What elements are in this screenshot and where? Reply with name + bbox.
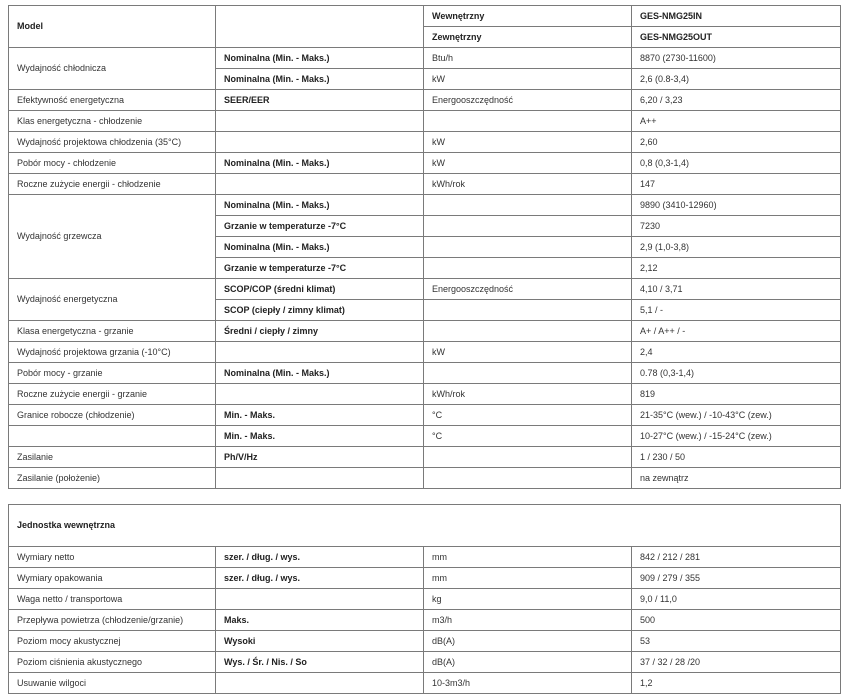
parameter-unit: Btu/h [424,48,632,69]
parameter-unit: kW [424,342,632,363]
parameter-condition: SEER/EER [216,90,424,111]
parameter-condition: Nominalna (Min. - Maks.) [216,237,424,258]
parameter-condition: Min. - Maks. [216,405,424,426]
parameter-condition [216,132,424,153]
parameter-value: 37 / 32 / 28 /20 [632,652,841,673]
parameter-name: Pobór mocy - chłodzenie [9,153,216,174]
parameter-unit: kW [424,153,632,174]
parameter-name: Pobór mocy - grzanie [9,363,216,384]
table-row [9,384,841,405]
parameter-condition: Nominalna (Min. - Maks.) [216,69,424,90]
parameter-value: 9,0 / 11,0 [632,589,841,610]
parameter-unit: °C [424,426,632,447]
parameter-unit: kWh/rok [424,384,632,405]
parameter-value: 2,4 [632,342,841,363]
table-row [9,342,841,363]
parameter-value: 1,2 [632,673,841,694]
parameter-value: A+ / A++ / - [632,321,841,342]
parameter-name: Wydajność grzewcza [9,195,216,279]
parameter-value: 2,6 (0.8-3,4) [632,69,841,90]
parameter-value: 819 [632,384,841,405]
parameter-condition: SCOP/COP (średni klimat) [216,279,424,300]
parameter-condition: Grzanie w temperaturze -7°C [216,216,424,237]
parameter-name: Klasa energetyczna - grzanie [9,321,216,342]
table-row [9,321,841,342]
parameter-unit: kg [424,589,632,610]
parameter-value: 53 [632,631,841,652]
table-row [9,132,841,153]
parameter-name: Roczne zużycie energii - chłodzenie [9,174,216,195]
parameter-name: Wydajność projektowa grzania (-10°C) [9,342,216,363]
parameter-name: Wydajność chłodnicza [9,48,216,90]
parameter-value: 0.78 (0,3-1,4) [632,363,841,384]
parameter-condition: Wys. / Śr. / Nis. / So [216,652,424,673]
parameter-unit: Energooszczędność [424,279,632,300]
table-row [9,505,841,547]
parameter-name: Wymiary netto [9,547,216,568]
section-title: Jednostka wewnętrzna [9,505,841,547]
parameter-value: 147 [632,174,841,195]
parameter-value: 2,12 [632,258,841,279]
table-row [9,673,841,694]
parameter-value: 4,10 / 3,71 [632,279,841,300]
parameter-value: 909 / 279 / 355 [632,568,841,589]
parameter-condition [216,111,424,132]
parameter-name: Zasilanie (położenie) [9,468,216,489]
spec-tbody [9,6,841,489]
parameter-condition: Nominalna (Min. - Maks.) [216,48,424,69]
parameter-value: 9890 (3410-12960) [632,195,841,216]
parameter-condition: Maks. [216,610,424,631]
parameter-unit: kWh/rok [424,174,632,195]
parameter-value: 7230 [632,216,841,237]
parameter-condition: Nominalna (Min. - Maks.) [216,195,424,216]
parameter-unit: m3/h [424,610,632,631]
table-row [9,447,841,468]
parameter-value: 8870 (2730-11600) [632,48,841,69]
parameter-unit [424,195,632,216]
parameter-name: Poziom ciśnienia akustycznego [9,652,216,673]
parameter-unit: 10-3m3/h [424,673,632,694]
parameter-value: 842 / 212 / 281 [632,547,841,568]
table-row [9,363,841,384]
table-row [9,405,841,426]
parameter-unit [424,468,632,489]
parameter-value: 2,60 [632,132,841,153]
parameter-condition [216,673,424,694]
parameter-name: Roczne zużycie energii - grzanie [9,384,216,405]
parameter-unit: mm [424,568,632,589]
indoor-model: GES-NMG25IN [632,6,841,27]
parameter-value: 2,9 (1,0-3,8) [632,237,841,258]
model-label: Model [9,6,216,48]
parameter-condition: szer. / dług. / wys. [216,547,424,568]
parameter-condition: Nominalna (Min. - Maks.) [216,153,424,174]
parameter-unit: kW [424,132,632,153]
table-row [9,610,841,631]
empty-cell [216,6,424,48]
parameter-condition [216,384,424,405]
table-row [9,6,841,27]
parameter-condition: SCOP (ciepły / zimny klimat) [216,300,424,321]
parameter-value: 5,1 / - [632,300,841,321]
table-row [9,111,841,132]
parameter-unit [424,363,632,384]
parameter-unit [424,237,632,258]
parameter-value: 10-27°C (wew.) / -15-24°C (zew.) [632,426,841,447]
table-row [9,174,841,195]
specification-table [8,5,841,489]
parameter-value: 0,8 (0,3-1,4) [632,153,841,174]
parameter-unit [424,447,632,468]
indoor-label: Wewnętrzny [424,6,632,27]
parameter-condition: Średni / ciepły / zimny [216,321,424,342]
parameter-name: Waga netto / transportowa [9,589,216,610]
parameter-condition: Nominalna (Min. - Maks.) [216,363,424,384]
parameter-value: A++ [632,111,841,132]
parameter-unit: dB(A) [424,652,632,673]
parameter-name [9,426,216,447]
parameter-name: Granice robocze (chłodzenie) [9,405,216,426]
outdoor-model: GES-NMG25OUT [632,27,841,48]
parameter-unit [424,111,632,132]
parameter-value: 1 / 230 / 50 [632,447,841,468]
table-row [9,468,841,489]
parameter-condition: Wysoki [216,631,424,652]
table-row [9,589,841,610]
table-row [9,279,841,300]
parameter-name: Wydajność energetyczna [9,279,216,321]
parameter-unit: °C [424,405,632,426]
parameter-unit: Energooszczędność [424,90,632,111]
parameter-name: Klas energetyczna - chłodzenie [9,111,216,132]
table-row [9,48,841,69]
parameter-unit [424,300,632,321]
parameter-unit: dB(A) [424,631,632,652]
parameter-name: Wymiary opakowania [9,568,216,589]
table-row [9,426,841,447]
parameter-value: na zewnątrz [632,468,841,489]
parameter-name: Zasilanie [9,447,216,468]
parameter-unit: kW [424,69,632,90]
outdoor-label: Zewnętrzny [424,27,632,48]
indoor-unit-table [8,504,841,694]
parameter-name: Wydajność projektowa chłodzenia (35°C) [9,132,216,153]
parameter-unit: mm [424,547,632,568]
table-row [9,153,841,174]
table-row [9,631,841,652]
parameter-condition [216,468,424,489]
parameter-condition [216,342,424,363]
parameter-condition: szer. / dług. / wys. [216,568,424,589]
parameter-condition: Grzanie w temperaturze -7°C [216,258,424,279]
table-row [9,547,841,568]
parameter-name: Efektywność energetyczna [9,90,216,111]
parameter-condition: Ph/V/Hz [216,447,424,468]
table-row [9,90,841,111]
table-row [9,195,841,216]
parameter-value: 500 [632,610,841,631]
parameter-condition [216,589,424,610]
parameter-name: Przepływa powietrza (chłodzenie/grzanie) [9,610,216,631]
parameter-name: Usuwanie wilgoci [9,673,216,694]
parameter-unit [424,216,632,237]
table-row [9,652,841,673]
parameter-unit [424,321,632,342]
parameter-condition [216,174,424,195]
table-row [9,568,841,589]
parameter-condition: Min. - Maks. [216,426,424,447]
parameter-name: Poziom mocy akustycznej [9,631,216,652]
parameter-value: 21-35°C (wew.) / -10-43°C (zew.) [632,405,841,426]
parameter-value: 6,20 / 3,23 [632,90,841,111]
parameter-unit [424,258,632,279]
indoor-tbody [9,505,841,694]
